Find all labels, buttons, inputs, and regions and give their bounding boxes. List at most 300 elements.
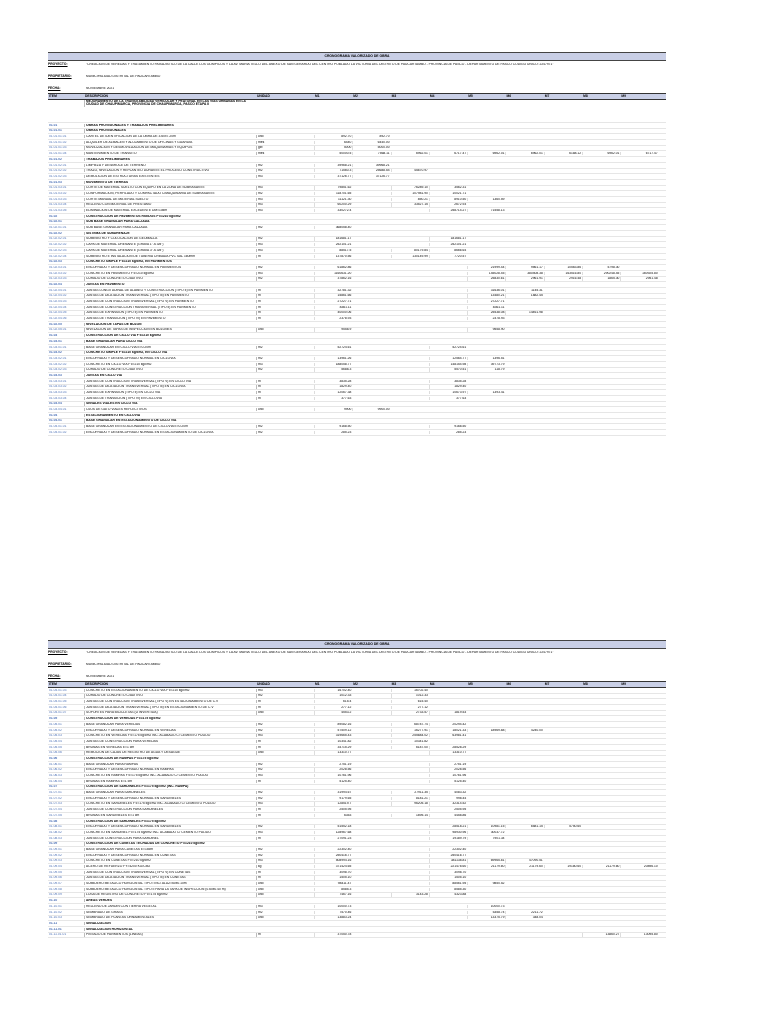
item-description: CONSTRUCCION DE SARDINELES F'c=175 kg/cm2 [84, 820, 256, 823]
item-description: CURADO DE CONCRETO C/ADITIVO [84, 368, 256, 371]
item-unit: und [256, 711, 314, 714]
item-code: 01.09.01 [49, 847, 62, 851]
item-unit: m2 [256, 357, 314, 360]
month-value: 31636.01 [467, 289, 505, 292]
month-value: 2211.72 [505, 911, 543, 914]
item-description: CONCRETO EN SARDINELES F'c=175 kg/cm2 INC. ACABADO C/ CEMENTO PULIDO [84, 802, 256, 805]
item-description: CONFORMACION, PERFILADO Y COMPACTADO C/MAQUINARIA DE SUBRASANTE [84, 192, 256, 195]
month-value: 7720.57 [429, 255, 467, 258]
month-value: 6581.15 [505, 825, 543, 828]
item-total: 7467.16 [314, 893, 352, 896]
month-value: 8666.64 [429, 249, 467, 252]
month-value: 4323.88 [429, 893, 467, 896]
table-row [48, 933, 666, 939]
item-description: BRUÑAS EN VEREDAS E=1 cm [84, 746, 256, 749]
project-label: PROYECTO: [48, 650, 68, 654]
item-description: BASE GRANULAR EN ESTACIONAMIENTO DE CICLO VIA [84, 419, 256, 422]
month-value: 3835.28 [429, 380, 467, 383]
project-row [48, 651, 666, 661]
item-code: 01.02.02.02 [49, 243, 67, 247]
item-code: 01.09.05 [49, 870, 62, 874]
item-code: 01.04.01 [49, 419, 62, 423]
item-description: CONCRETO EN CUNETAS F'c=210 kg/cm2 [84, 859, 256, 862]
item-total: 40000.06 [314, 311, 352, 314]
item-total: 1160631.20 [314, 272, 352, 275]
month-value: 6962.01 [391, 152, 429, 155]
month-value: 33527.15 [391, 203, 429, 206]
item-description: NIVELACION DE TAPAS DE INSPECCION EN BUZONES [84, 328, 256, 331]
item-total: 1505.10 [314, 876, 352, 879]
item-code: 01.02.04.04 [49, 305, 67, 309]
month-value: 1393.41 [467, 391, 505, 394]
month-value: 348.04 [505, 916, 543, 919]
header-cell: UNIDAD [257, 93, 270, 98]
date-value: NOVIEMBRE 2021 [86, 87, 115, 90]
item-code: 01.09.02 [49, 853, 62, 857]
item-code: 01.03.02 [49, 351, 62, 355]
item-total: 9168.50 [314, 425, 352, 428]
item-code: 01.02.02 [49, 231, 62, 235]
month-value: 32314.52 [429, 802, 467, 805]
item-code: 01.02.03.02 [49, 271, 67, 275]
month-value: 3143.28 [391, 893, 429, 896]
header-cell: M4 [429, 681, 435, 686]
item-unit: m2 [256, 848, 314, 851]
item-code: 01.06.02 [49, 768, 62, 772]
item-total: 10761.96 [314, 774, 352, 777]
item-total: 250416.77 [314, 854, 352, 857]
item-unit: m [256, 385, 314, 388]
item-total: 319665.43 [314, 734, 352, 737]
item-description: ELIMINACION DE MATERIAL EXCEDENTE DM=10km [84, 209, 256, 212]
item-description: CONCRETO EN CICLO VIA F'c=210 kg/cm2 [84, 363, 256, 366]
item-code: 01.05.05 [49, 745, 62, 749]
item-unit: m2 [256, 431, 314, 434]
month-value: 8181.21 [391, 797, 429, 800]
month-value: 118.79 [467, 368, 505, 371]
item-total: 1829.40 [314, 385, 352, 388]
item-total: 252101.21 [314, 243, 352, 246]
month-value: 377.63 [429, 397, 467, 400]
item-total: 118701.65 [314, 192, 352, 195]
item-description: JUNTAS DE DILATACION TRANSVERSAL (TIPO III) EN PAVIMENTO [84, 294, 256, 297]
month-value: 27911.35 [391, 791, 429, 794]
item-total: 34715.29 [314, 746, 352, 749]
month-value: 1360.59 [467, 198, 505, 201]
table-header [48, 681, 666, 688]
item-unit: m2 [256, 791, 314, 794]
item-code: 01.03.03.04 [49, 396, 67, 400]
item-code: 01.03.01 [49, 339, 62, 343]
item-unit: m2 [256, 169, 314, 172]
item-total: 6353 [314, 814, 352, 817]
month-value: 68787.74 [391, 723, 429, 726]
item-unit: m [256, 397, 314, 400]
sheet-2 [48, 640, 666, 938]
month-value: 381138.81 [429, 859, 467, 862]
item-code: 01.02.02.01 [49, 237, 67, 241]
item-unit: kg [256, 865, 314, 868]
item-description: OBRAS PROVISIONALES Y TRABAJOS PRELIMINARES [84, 124, 256, 127]
item-code: 01.10.03 [49, 916, 62, 920]
item-description: LIMPIEZA Y DESBROCE DE TERRENO [84, 164, 256, 167]
item-description: JUNTAS DE DILATACION TRANSVERSAL (TIPO III) EN CUNETAS [84, 876, 256, 879]
month-value: 2751.19 [429, 763, 467, 766]
month-value: 5750.60 [544, 825, 582, 828]
month-value: 10673.97 [429, 391, 467, 394]
month-value: 96205.18 [391, 802, 429, 805]
item-total: 27227.71 [314, 300, 352, 303]
item-description: JUNTAS DE CONTRACCION TRANSVERSAL (TIPO V) EN CICLO VIA [84, 380, 256, 383]
item-description: AREAS VERDES [84, 899, 256, 902]
header-cell: M3 [391, 681, 397, 686]
item-unit: m2 [256, 797, 314, 800]
item-total: 9179.65 [314, 797, 352, 800]
month-value: 255684.02 [391, 734, 429, 737]
month-value: 6962.01 [505, 152, 543, 155]
item-total: 51552.18 [314, 825, 352, 828]
month-value: 9561.17 [505, 266, 543, 269]
item-unit: m3 [256, 363, 314, 366]
item-description: CONCRETO SIMPLE F'c=210 kg/cm2, EN CICLO VIA [84, 351, 256, 354]
item-code: 01.01.03.03 [49, 197, 67, 201]
item-total: 61862.86 [314, 266, 352, 269]
item-total: 27091.23 [314, 837, 352, 840]
item-description: SUMIDERO METALICO HORIZONTAL TIPO I INC/ ALUZ=60x0.10m [84, 882, 256, 885]
item-total: 37862.16 [314, 277, 352, 280]
item-total: 7570.46 [314, 911, 352, 914]
item-unit: m3 [256, 774, 314, 777]
item-description: RELLENO CON MATERIAL DE PRESTAMO [84, 203, 256, 206]
item-unit: m2 [256, 346, 314, 349]
item-total: 52724.61 [314, 346, 352, 349]
month-value: 1819.53 [429, 711, 467, 714]
item-total: 6440 [314, 141, 352, 144]
item-total: 22302.40 [314, 848, 352, 851]
item-unit: m3 [256, 802, 314, 805]
month-value: 10981.15 [467, 825, 505, 828]
month-value: 10000.73 [467, 905, 505, 908]
item-description: CONCRETO SIMPLE F'c=210 kg/cm2, EN PAVIMENTOS [84, 260, 256, 263]
month-value: 27227.71 [467, 300, 505, 303]
project-label: PROYECTO: [48, 62, 68, 66]
item-unit: und [256, 893, 314, 896]
item-unit: m2 [256, 192, 314, 195]
item-description: ESTACIONAMIENTO EN CICLOVIA [84, 414, 256, 417]
month-value: 2733.57 [391, 711, 429, 714]
item-total: 2378.93 [314, 317, 352, 320]
item-code: 01.01.02.02 [49, 169, 67, 173]
project-row [48, 63, 666, 73]
header-cell: M6 [506, 681, 512, 686]
month-value: 2505.95 [429, 808, 467, 811]
month-value: 1012.33 [391, 694, 429, 697]
header-cell: M7 [544, 93, 550, 98]
item-unit: m2 [256, 729, 314, 732]
item-code: 01.02.01 [49, 220, 62, 224]
item-unit: m [256, 746, 314, 749]
item-description: SEÑALES VIALES EN CICLO VIA [84, 402, 256, 405]
item-total: 37126.77 [314, 175, 352, 178]
month-value: 22302.40 [429, 848, 467, 851]
item-description: ENCOFRADO Y DESENCOFRADO NORMAL EN SARDINELES [84, 797, 256, 800]
item-description: JUNTAS DE TRANSICION (TIPO VI) EN CICLOVIA [84, 397, 256, 400]
item-code: 01.09.06 [49, 876, 62, 880]
month-value: 63981.41 [429, 734, 467, 737]
item-description: ENCOFRADO Y DESENCOFRADO NORMAL EN RAMPAS [84, 768, 256, 771]
item-unit: m3 [256, 734, 314, 737]
item-unit: und [256, 328, 314, 331]
month-value: 39968.21 [352, 164, 390, 167]
item-description: SISTEMA DE SUBDRENAJE [84, 232, 256, 235]
item-total: 371424.65 [314, 865, 352, 868]
item-description: ENCOFRADO Y DESENCOFRADO NORMAL EN ESTACIONAMIENTO DE CICLOVIA [84, 431, 256, 434]
header-cell: M8 [583, 93, 588, 98]
month-value: 160925.80 [620, 272, 658, 275]
month-value: 9168.50 [429, 425, 467, 428]
item-unit: m2 [256, 854, 314, 857]
item-description: BRUÑAS EN SARDINELES E=1 cm [84, 814, 256, 817]
item-total: 16702.40 [314, 689, 352, 692]
item-code: 01.10.02 [49, 910, 62, 914]
month-value: 39773.79 [467, 363, 505, 366]
item-code: 01.04.01.02 [49, 430, 67, 434]
item-code: 01.11 [49, 921, 58, 925]
month-value: 19189.79 [429, 837, 467, 840]
item-code: 01.02.04 [49, 282, 62, 286]
item-code: 01.03.02.01 [49, 356, 67, 360]
item-description: CONSTRUCCION DE CICLO VIA F'c=210 kg/cm2 [84, 334, 256, 337]
month-value: 5798.30 [582, 266, 620, 269]
item-unit: m [256, 255, 314, 258]
item-unit: m [256, 311, 314, 314]
item-code: 01.01.03.04 [49, 203, 67, 207]
item-code: 01.01.01.02 [49, 140, 67, 144]
item-unit: m [256, 706, 314, 709]
month-value: 14461.98 [505, 311, 543, 314]
month-value: 2951.48 [620, 277, 658, 280]
item-code: 01.04.01.04 [49, 694, 67, 698]
item-unit: m [256, 814, 314, 817]
item-unit: und [256, 135, 314, 138]
month-value: 615.40 [391, 700, 429, 703]
item-code: 01.05.02 [49, 728, 62, 732]
item-code: 01.07.05 [49, 813, 62, 817]
item-description: CONCRETO EN RAMPAS F'c=175 kg/cm2 INC. ACABADO C/ CEMENTO PULIDO [84, 774, 256, 777]
month-value: 380408.38 [505, 272, 543, 275]
month-value: 6717.47 [620, 152, 658, 155]
item-unit: m [256, 837, 314, 840]
item-code: 01.05.06 [49, 751, 62, 755]
month-value: 9558.90 [467, 328, 505, 331]
date-value: NOVIEMBRE 2021 [86, 675, 115, 678]
month-value: 6188.12 [544, 152, 582, 155]
item-total: 4553.2 [314, 711, 352, 714]
item-description: ENCOFRADO Y DESENCOFRADO NORMAL EN VEREDAS [84, 729, 256, 732]
month-value: 163516.80 [544, 272, 582, 275]
sheet-1 [48, 52, 666, 436]
item-total: 368058.40 [314, 226, 352, 229]
item-unit: m3 [256, 831, 314, 834]
month-value: 850.21 [391, 198, 429, 201]
item-description: CONCRETO EN SARDINEL F'c=175 kg/cm2 INC. ACABADO C/ CEMENTO PULIDO [84, 831, 256, 834]
month-value: 4458.86 [429, 814, 467, 817]
item-code: 01.02.03 [49, 260, 62, 264]
header-cell: M8 [583, 681, 588, 686]
item-code: 01.03.04.01 [49, 408, 67, 412]
item-code: 01.04.01.01 [49, 425, 67, 429]
item-code: 01.01.01.03 [49, 146, 67, 150]
month-value: 45870.97 [391, 169, 429, 172]
item-description: CONCRETO EN PAVIMENTO F'c=210 kg/cm2 [84, 272, 256, 275]
item-description: BASE GRANULAR PARA VEREDAS [84, 723, 256, 726]
month-value: 12564.77 [429, 357, 467, 360]
item-code: 01.09.04 [49, 865, 62, 868]
month-value: 13860.27 [582, 933, 620, 936]
item-total: 60200.29 [314, 203, 352, 206]
month-value: 6187.00 [391, 746, 429, 749]
item-description: ENCOFRADO Y DESENCOFRADO NORMAL EN PAVIMENTOS [84, 266, 256, 269]
item-code: 01.03.02.03 [49, 368, 67, 372]
item-description: CORTE MANUAL DE MATERIAL SUELTO [84, 198, 256, 201]
item-description: SUMINISTRO Y COLOCACION DE GEOMALLA [84, 237, 256, 240]
item-unit: m3 [256, 175, 314, 178]
item-description: RELLENO DE JARDIN CON TIERRA VEGETAL [84, 905, 256, 908]
month-value: 7901.34 [467, 837, 505, 840]
item-total: 1012.33 [314, 694, 352, 697]
item-code: 01.01 [49, 123, 58, 127]
item-description: CONSTRUCCION DE VEREDAS F'c=175 kg/cm2 [84, 717, 256, 720]
month-value: 2961.91 [505, 277, 543, 280]
item-code: 01.01.03.01 [49, 186, 67, 190]
item-total: 2028.56 [314, 768, 352, 771]
item-code: 01.02.02.04 [49, 254, 67, 258]
month-value: 25538.08 [467, 311, 505, 314]
month-value: 8361.11 [467, 306, 505, 309]
item-total: 892.70 [314, 135, 352, 138]
item-total: 8361.11 [314, 306, 352, 309]
header-cell: ITEM [49, 93, 57, 98]
month-value: 1829.40 [429, 385, 467, 388]
month-value: 69965.81 [467, 859, 505, 862]
month-value: 10761.96 [429, 774, 467, 777]
item-total: 71560.3 [314, 169, 352, 172]
item-description: MOVILIZACION Y DESMOVILIZACION DE MAQUINARIAS Y EQUIPOS [84, 146, 256, 149]
item-description: BASE GRANULAR EN CICLO VIA E=0.20m [84, 346, 256, 349]
item-total: 39968.21 [314, 164, 352, 167]
header-cell: ITEM [49, 681, 57, 686]
month-value: 76289.10 [391, 186, 429, 189]
month-value: 998.44 [429, 797, 467, 800]
item-total: 128519.7 [314, 802, 352, 805]
item-unit: m [256, 740, 314, 743]
header-cell: M5 [468, 681, 473, 686]
item-unit: m3 [256, 249, 314, 252]
item-code: 01.10 [49, 899, 58, 903]
item-code: 01.01.01 [49, 129, 62, 133]
item-description: SEMBRADO DE PLANTAS ORNAMENTALES [84, 916, 256, 919]
item-total: 15861.66 [314, 294, 352, 297]
month-value: 290248.45 [582, 272, 620, 275]
item-code: 01.02.04.03 [49, 300, 67, 303]
item-unit: m3 [256, 186, 314, 189]
month-value: 21179.60 [505, 865, 543, 868]
month-value: 5358.74 [467, 911, 505, 914]
month-value: 277.12 [391, 706, 429, 709]
item-description: CONSTRUCCION DE CUNETAS TECHADAS DE CONCRETO F'c=210 kg/cm2 [84, 842, 256, 845]
month-value: 18969.88 [467, 729, 505, 732]
item-description: OBRAS PROVISIONALES [84, 129, 256, 132]
month-value: 28528.29 [429, 746, 467, 749]
item-code: 01.08.02 [49, 830, 62, 834]
month-value: 2916.48 [544, 277, 582, 280]
month-value: 3098.70 [429, 871, 467, 874]
item-code: 01.06.04 [49, 779, 62, 783]
item-code: 01.01.01.04 [49, 152, 67, 156]
item-description: JUNTAS DE CONTRACCION TRANSVERSAL (TIPO V) EN ESTACIONAMIENTO DE C.V [84, 700, 256, 703]
item-code: 01.03.01.01 [49, 345, 67, 349]
item-code: 01.05 [49, 717, 58, 721]
item-description: SUB BASE GRANULAR PARA CALZADA [84, 220, 256, 223]
month-value: 13095.80 [620, 933, 658, 936]
item-total: 188058.77 [314, 363, 352, 366]
item-description: JUNTAS DE CONSTRUCCION TRANSVERSAL (TIPO II) EN PAVIMENTO [84, 306, 256, 309]
item-total: 32781.32 [314, 289, 352, 292]
item-total: 3835.28 [314, 380, 352, 383]
intro-description: MEJORAMIENTO DE LA TRANSITABILIDAD VEHICULAR Y PEATONAL EN LAS VIAS URBANAS EN LA CIUDAD DE CHAUPIMARCA, PROVINCIA DE CHAUPIMARCA, PASCO ETAPA II [84, 100, 256, 107]
item-unit: m [256, 391, 314, 394]
item-description: JUNTAS DE CONTRACCION TRANSVERSAL (TIPO V) EN PAVIMENTO [84, 300, 256, 303]
item-total: 12067.38 [314, 391, 352, 394]
month-value: 4083.32 [429, 791, 467, 794]
item-description: OJOS DE GATO VIALES REFLECTIVOS [84, 408, 256, 411]
item-description: CAPA DE MATERIAL DRENANTE (GRAVA 1" A 3/8") [84, 243, 256, 246]
item-unit: m [256, 700, 314, 703]
month-value: 98930.96 [429, 831, 467, 834]
month-value: 2028.56 [429, 768, 467, 771]
month-value: 8585.30 [429, 888, 467, 891]
month-value: 258714.27 [429, 209, 467, 212]
month-value: 13375.79 [467, 916, 505, 919]
item-code: 01.07.03 [49, 802, 62, 806]
item-total: 57509.12 [314, 729, 352, 732]
owner-value: MUNICIPALIDAD DISTRITAL DE PAUCARTAMBO [86, 75, 161, 78]
item-unit: m3 [256, 905, 314, 908]
item-description: ACERO DE REFUERZO FY=4200 KG/CM2 [84, 865, 256, 868]
item-code: 01.11.01 [49, 927, 62, 931]
item-description: JUNTAS DE CONSTRUCCION PARA SARDINEL [84, 837, 256, 840]
sheet-title: CRONOGRAMA VALORIZADO DE OBRA [48, 640, 666, 649]
item-unit: m [256, 380, 314, 383]
header-cell: M7 [544, 681, 550, 686]
item-code: 01.01.02 [49, 157, 62, 161]
item-code: 01.09.03 [49, 859, 62, 863]
item-description: JUNTAS DE DILATACION TRANSVERSAL (TIPO III) EN CICLOVIA [84, 385, 256, 388]
item-total: 13961.26 [314, 357, 352, 360]
item-unit: m2 [256, 911, 314, 914]
item-unit: m2 [256, 266, 314, 269]
item-total: 11121.30 [314, 198, 352, 201]
month-value: 4240.00 [505, 729, 543, 732]
item-total: 98411.47 [314, 882, 352, 885]
month-value: 5125.40 [429, 780, 467, 783]
item-code: 01.03.04 [49, 402, 62, 406]
month-value: 1505.10 [429, 876, 467, 879]
month-value: 285.23 [429, 431, 467, 434]
table-body [48, 688, 666, 938]
month-value: 5000.00 [352, 146, 390, 149]
item-unit: m3 [256, 272, 314, 275]
